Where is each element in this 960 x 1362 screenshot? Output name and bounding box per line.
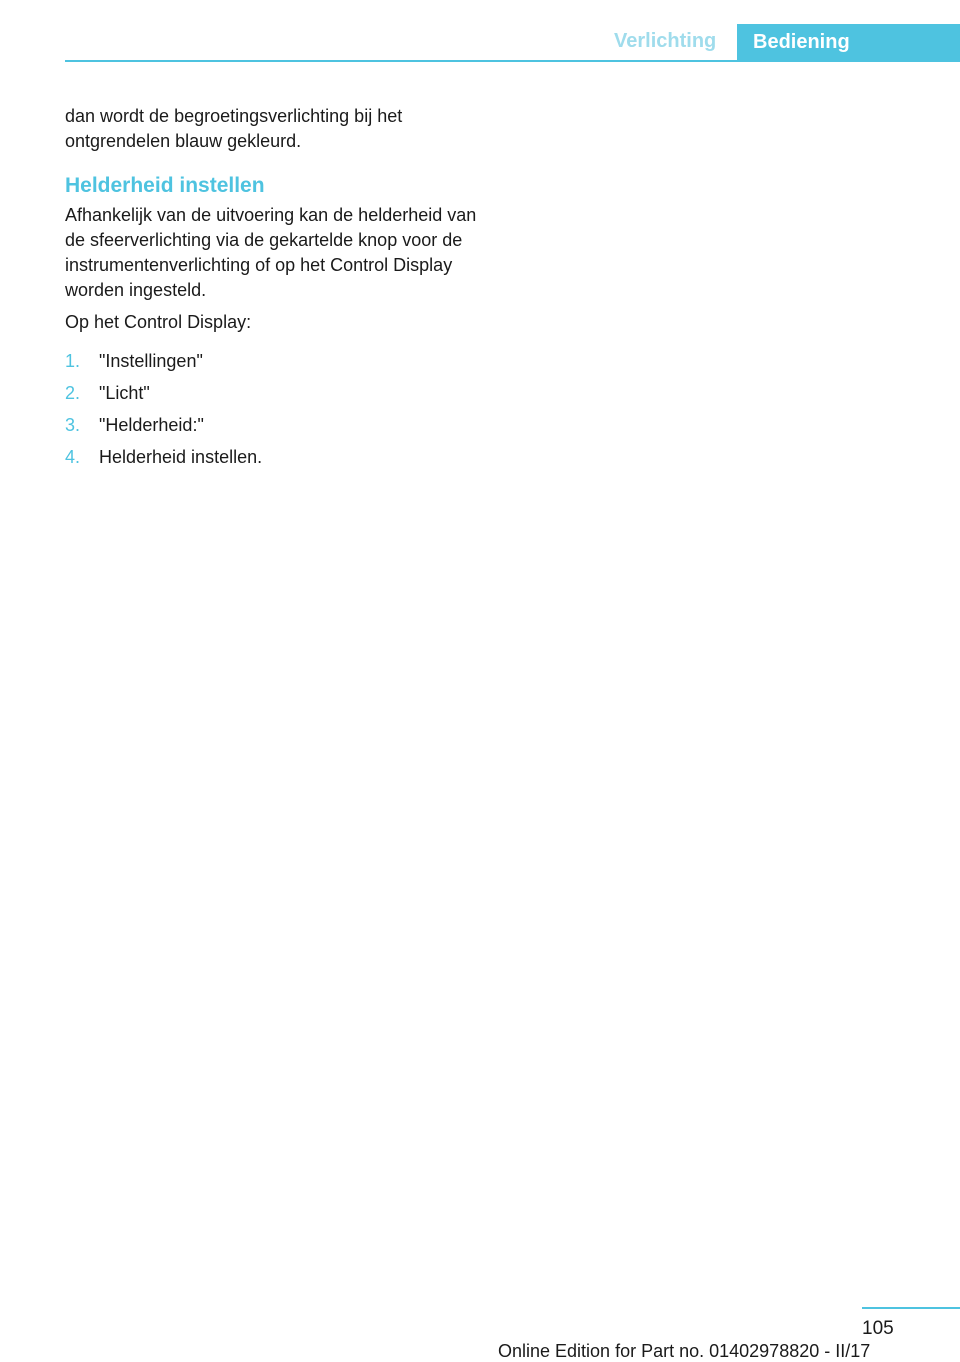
list-item (65, 445, 495, 470)
list-item (65, 413, 495, 438)
header-chapter-label: Bediening (753, 31, 850, 53)
header-section-title: Verlichting (614, 30, 717, 52)
step-number: 4. (65, 447, 81, 467)
step-number: 1. (65, 351, 81, 371)
list-item (65, 349, 495, 374)
step-text: "Instellingen" (99, 351, 203, 371)
steps-list (65, 349, 495, 470)
intro-text: dan wordt de begroetingsverlichting bij het ontgrendelen blauw gekleurd. (65, 106, 403, 151)
header-chapter-tab (737, 24, 960, 61)
list-item (65, 381, 495, 406)
page-number-rule (862, 1307, 960, 1309)
main-content (65, 104, 495, 477)
footer-edition: Online Edition for Part no. 01402978820 - II/17 (498, 1341, 871, 1361)
body-paragraph: Afhankelijk van de uitvoering kan de helderheid van de sfeerverlichting via de gekartelde knop voor de instrumentenverlichting of op het Control Display worden ingesteld. (65, 205, 477, 300)
step-number: 2. (65, 383, 81, 403)
step-number: 3. (65, 415, 81, 435)
section-heading: Helderheid instellen (65, 174, 265, 197)
step-text: "Licht" (99, 383, 150, 403)
step-text: "Helderheid:" (99, 415, 204, 435)
page-number: 105 (862, 1318, 894, 1339)
lead-in-text: Op het Control Display: (65, 312, 252, 332)
step-text: Helderheid instellen. (99, 447, 263, 467)
